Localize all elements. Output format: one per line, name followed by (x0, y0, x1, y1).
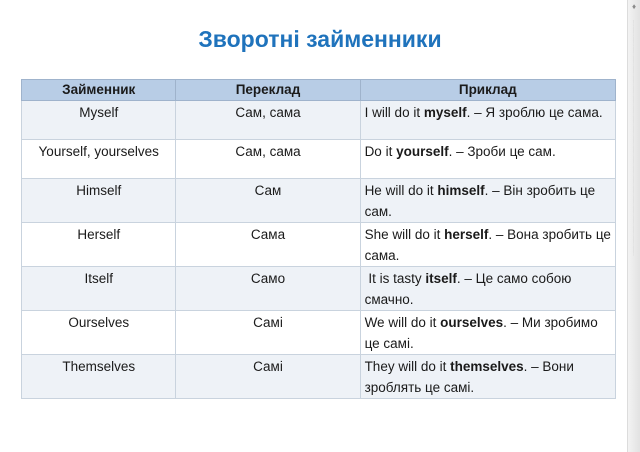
example-text: They will do it (364, 359, 451, 374)
header-pronoun: Займенник (22, 80, 176, 101)
translation-cell: Сам, сама (176, 101, 360, 140)
translation-cell: Самі (176, 355, 360, 399)
example-cell (360, 355, 615, 399)
example-text: It is tasty (364, 271, 426, 286)
side-strip-text: .................................................................................................................................................................................................................... (632, 20, 637, 256)
table-row (22, 355, 616, 399)
table-row (22, 267, 616, 311)
pronoun-cell: Themselves (22, 355, 176, 399)
example-bold: herself (444, 227, 489, 242)
side-strip-mark: ♦ (631, 2, 637, 11)
header-example: Приклад (360, 80, 615, 101)
translation-cell: Самі (176, 311, 360, 355)
translation-cell: Само (176, 267, 360, 311)
example-bold: ourselves (440, 315, 504, 330)
translation-cell: Сам (176, 179, 360, 223)
pronoun-cell: Herself (22, 223, 176, 267)
table-row (22, 311, 616, 355)
example-text: . – Зроби це сам. (448, 144, 556, 159)
pronoun-cell: Itself (22, 267, 176, 311)
example-cell (360, 223, 615, 267)
example-cell (360, 179, 615, 223)
table-header-row (22, 80, 616, 101)
table-row (22, 223, 616, 267)
example-bold: yourself (396, 144, 449, 159)
example-cell (360, 267, 615, 311)
side-strip (627, 0, 640, 452)
example-text: Do it (364, 144, 397, 159)
example-cell (360, 101, 615, 140)
example-bold: itself (425, 271, 457, 286)
pronoun-cell: Yourself, yourselves (22, 140, 176, 179)
example-text: . – Вона зробить це сама. (364, 227, 611, 263)
pronoun-cell: Himself (22, 179, 176, 223)
table-row (22, 101, 616, 140)
pronoun-cell: Myself (22, 101, 176, 140)
example-text: We will do it (364, 315, 441, 330)
example-bold: themselves (450, 359, 524, 374)
example-text: She will do it (364, 227, 445, 242)
example-text: . – Вони зроблять це самі. (364, 359, 574, 395)
slide-title: Зворотні займенники (198, 26, 442, 52)
table-row (22, 140, 616, 179)
translation-cell: Сама (176, 223, 360, 267)
example-text: He will do it (364, 183, 438, 198)
pronoun-table (21, 79, 616, 399)
example-bold: himself (437, 183, 485, 198)
example-cell (360, 311, 615, 355)
example-text: I will do it (364, 105, 424, 120)
table-row (22, 179, 616, 223)
example-text: . – Ми зробимо це самі. (364, 315, 598, 351)
header-translation: Переклад (176, 80, 360, 101)
example-bold: myself (423, 105, 467, 120)
translation-cell: Сам, сама (176, 140, 360, 179)
pronoun-cell: Ourselves (22, 311, 176, 355)
example-text: . – Це само собою смачно. (364, 271, 572, 307)
example-text: . – Я зроблю це сама. (466, 105, 603, 120)
example-cell (360, 140, 615, 179)
example-text: . – Він зробить це сам. (364, 183, 596, 219)
